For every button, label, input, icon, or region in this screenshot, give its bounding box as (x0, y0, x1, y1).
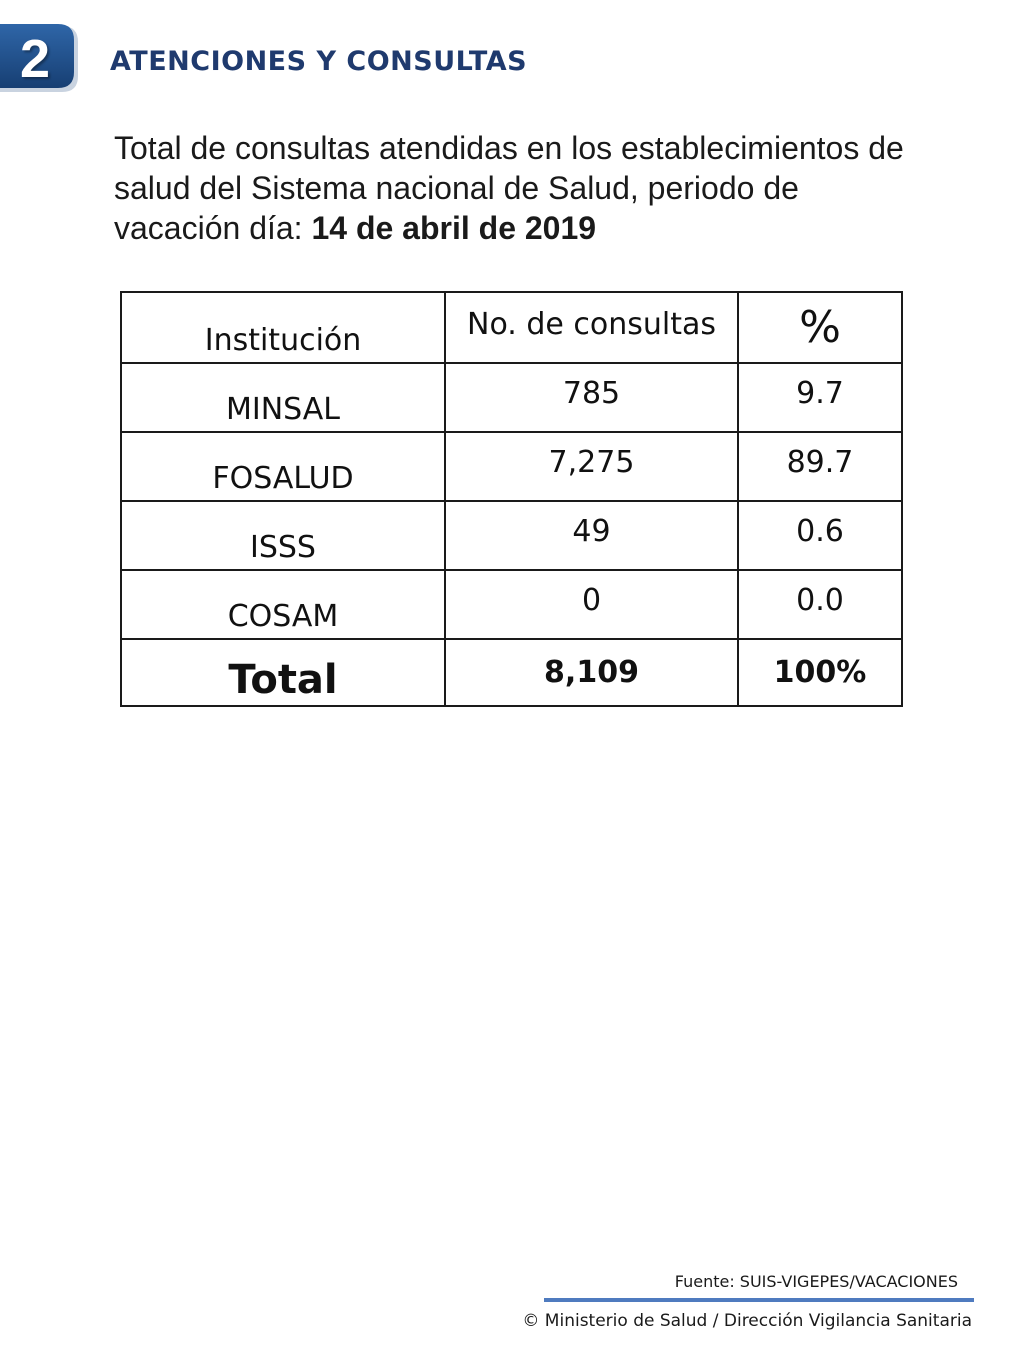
source-note: Fuente: SUIS-VIGEPES/VACACIONES (674, 1272, 958, 1291)
table-total-row (121, 639, 902, 706)
header-consultas: No. de consultas (445, 292, 738, 363)
intro-paragraph (114, 128, 934, 248)
cell-percent: 0.6 (738, 501, 902, 570)
header-percent: % (738, 292, 902, 363)
cell-consultas: 785 (445, 363, 738, 432)
total-percent: 100% (738, 639, 902, 706)
table-row (121, 363, 902, 432)
table-header-row (121, 292, 902, 363)
section-number: 2 (19, 29, 51, 89)
cell-percent: 89.7 (738, 432, 902, 501)
cell-institution: ISSS (121, 501, 445, 570)
cell-institution: MINSAL (121, 363, 445, 432)
copyright-note: © Ministerio de Salud / Dirección Vigilancia Sanitaria (522, 1311, 972, 1331)
header-institucion: Institución (121, 292, 445, 363)
footer-divider (544, 1298, 974, 1302)
cell-consultas: 0 (445, 570, 738, 639)
section-number-badge (0, 22, 82, 96)
cell-consultas: 49 (445, 501, 738, 570)
total-label: Total (121, 639, 445, 706)
intro-date: 14 de abril de 2019 (311, 210, 597, 246)
table-row (121, 570, 902, 639)
table-row (121, 501, 902, 570)
cell-institution: COSAM (121, 570, 445, 639)
cell-percent: 0.0 (738, 570, 902, 639)
intro-text: Total de consultas atendidas en los establecimientos de salud del Sistema nacional de Salud, periodo de vacación día: (114, 130, 904, 246)
total-consultas: 8,109 (445, 639, 738, 706)
cell-percent: 9.7 (738, 363, 902, 432)
consultas-table (120, 291, 903, 707)
table-row (121, 432, 902, 501)
cell-institution: FOSALUD (121, 432, 445, 501)
cell-consultas: 7,275 (445, 432, 738, 501)
section-title: ATENCIONES Y CONSULTAS (110, 46, 528, 77)
